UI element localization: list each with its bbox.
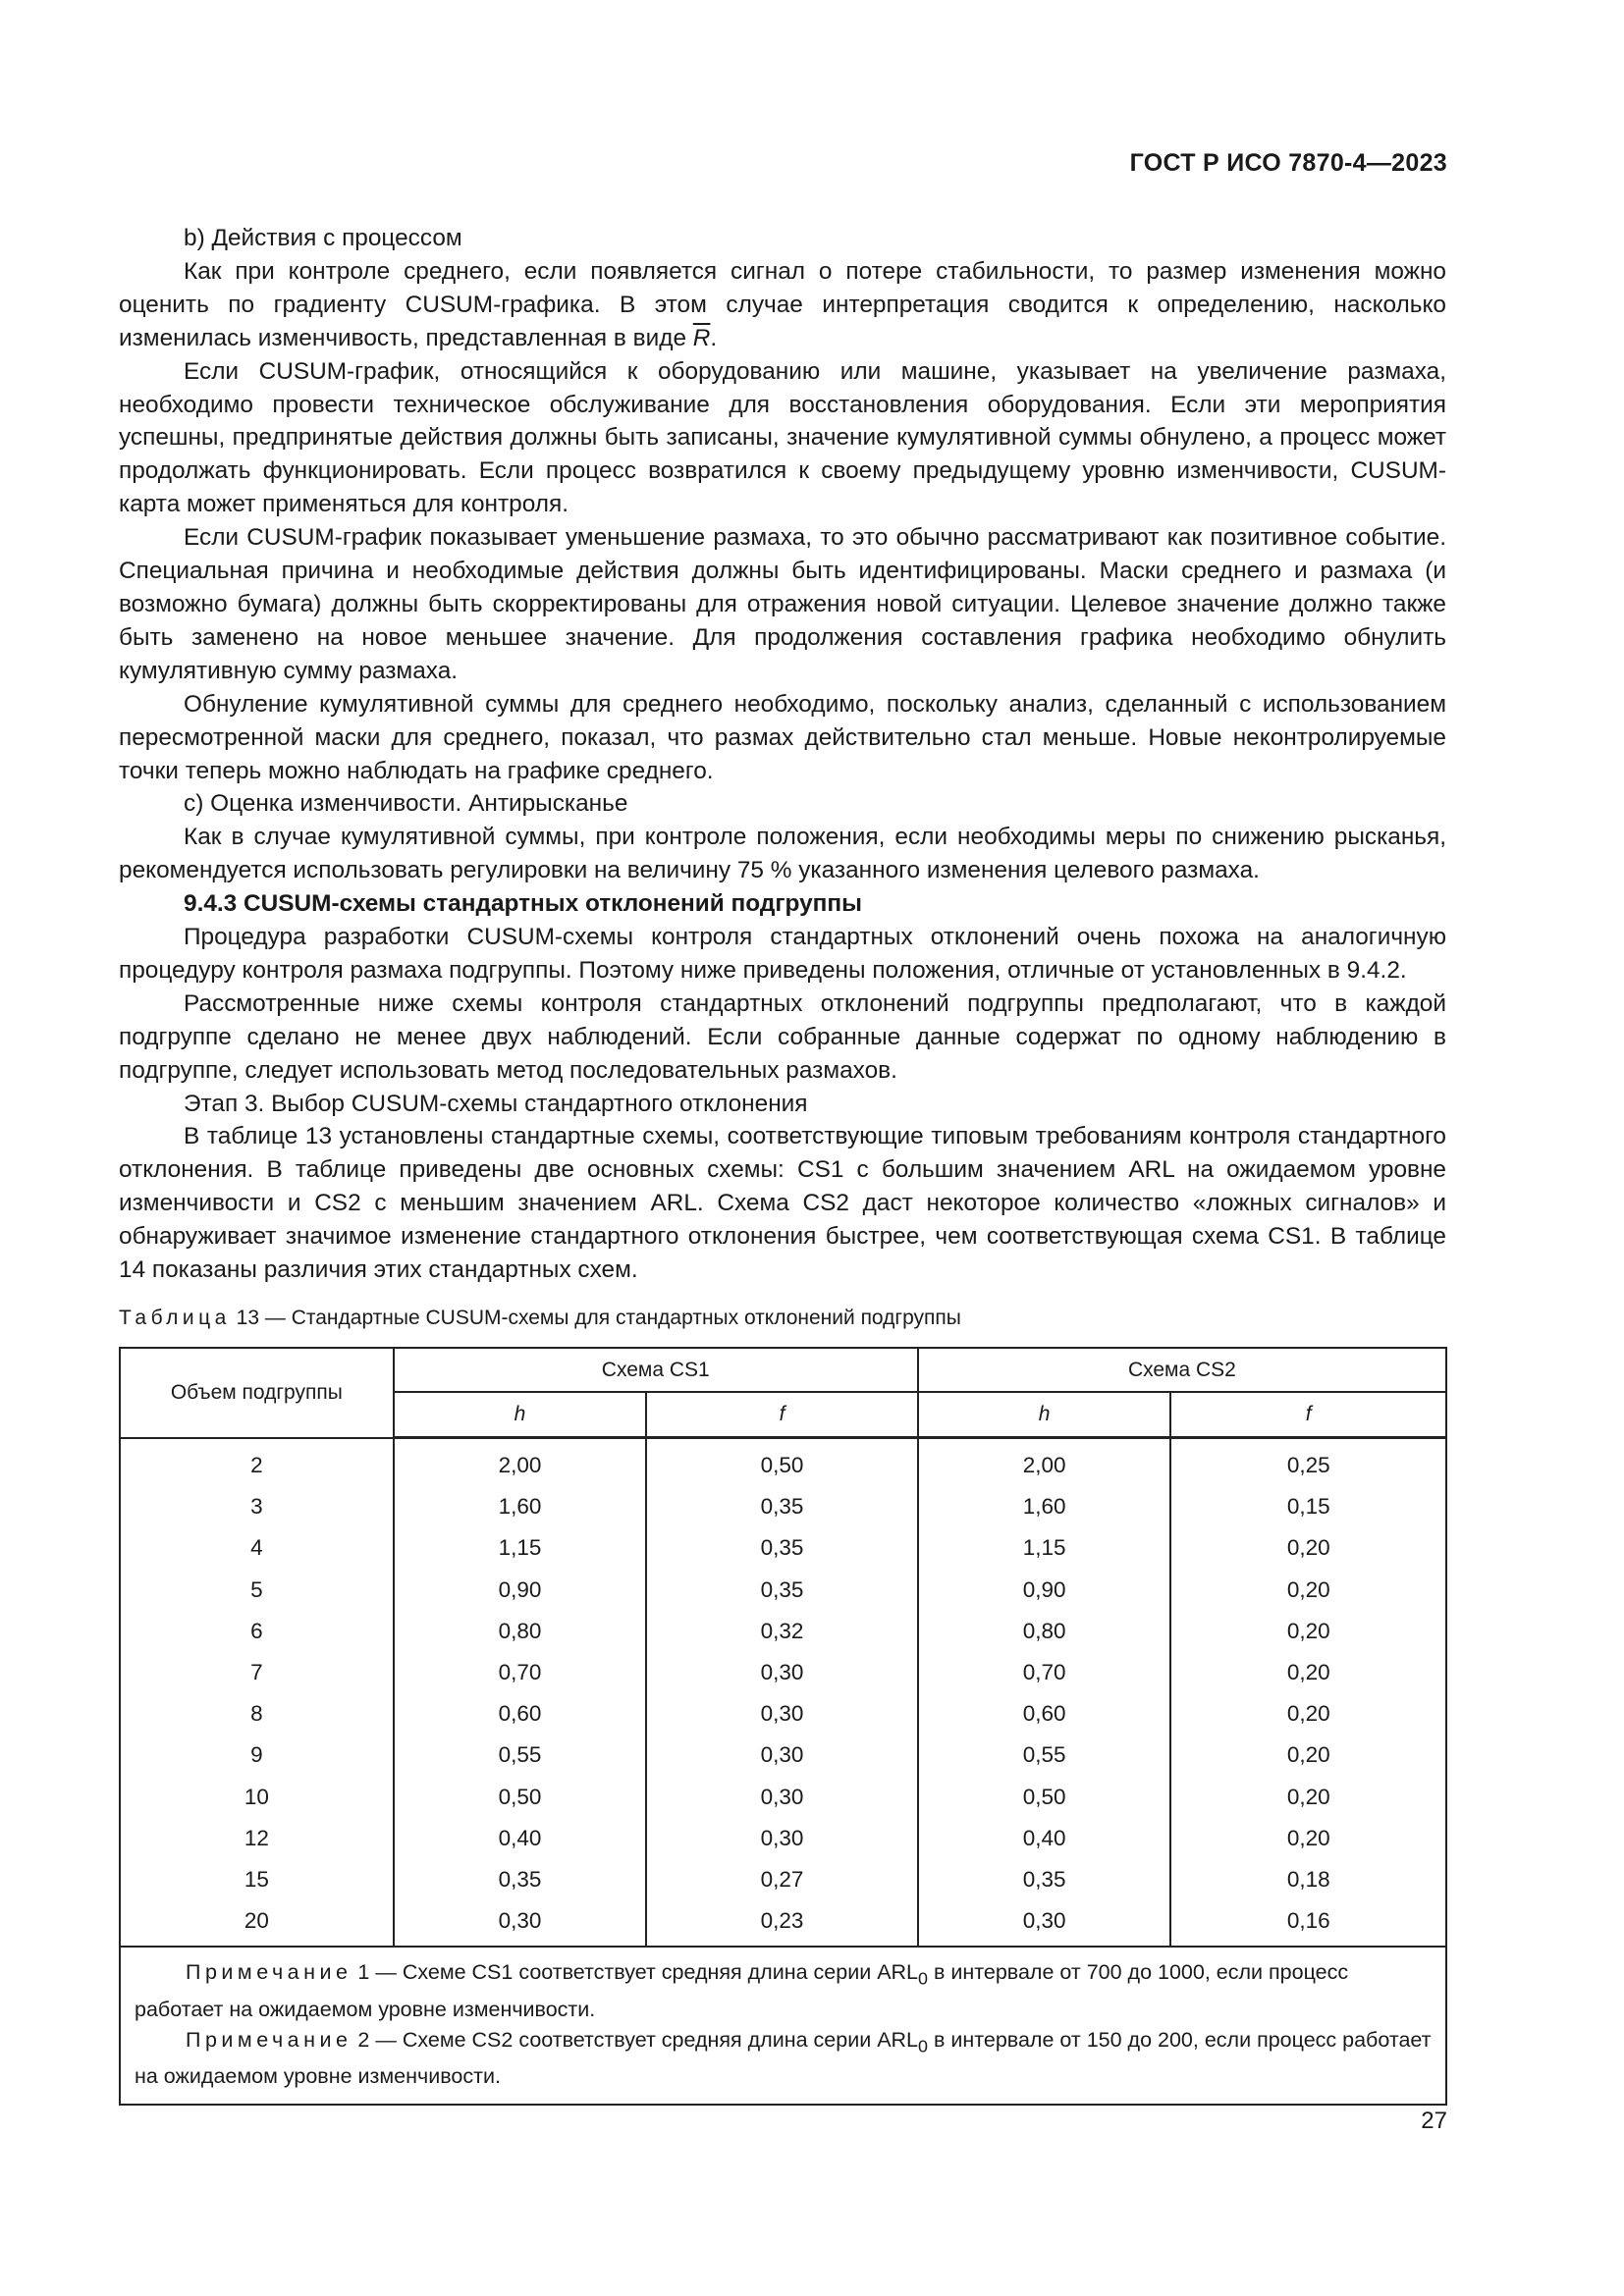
col-header-h: h — [918, 1392, 1171, 1438]
table-cell: 8 — [120, 1693, 394, 1735]
table-cell: 0,50 — [918, 1777, 1171, 1818]
table-row — [120, 1777, 1446, 1818]
table-cell: 0,27 — [646, 1859, 918, 1900]
col-header-h: h — [394, 1392, 647, 1438]
table-cell: 0,35 — [646, 1486, 918, 1527]
table-cell: 0,15 — [1170, 1486, 1446, 1527]
table-cell: 0,55 — [918, 1735, 1171, 1776]
table-cell: 0,23 — [646, 1900, 918, 1947]
table-note: Примечание 2 — Схеме CS2 соответствует средняя длина серии $ARL_0$ в интервале от 150 до 200, если процесс работает на ожидаемом уровне изменчивости. — [135, 2027, 1432, 2088]
table-cell: 0,32 — [646, 1611, 918, 1652]
paragraph: Обнуление кумулятивной суммы для среднего необходимо, поскольку анализ, сделанный с использованием пересмотренной маски для среднего, показал, что размах действительно стал меньше. Новые неконтролируемые точки теперь можно наблюдать на графике среднего. — [119, 690, 1446, 784]
paragraph: Если CUSUM-график, относящийся к оборудованию или машине, указывает на увеличение размаха, необходимо провести техническое обслуживание для восстановления оборудования. Если эти мероприятия успешны, предпринятые действия должны быть записаны, значение кумулятивной суммы обнулено, а процесс может продолжать функционировать. Если процесс возвратился к своему предыдущему уровню изменчивости, CUSUM-карта может применяться для контроля. — [119, 357, 1446, 518]
table-cell: 0,60 — [918, 1693, 1171, 1735]
table-cell: 0,20 — [1170, 1818, 1446, 1859]
table-row — [120, 1570, 1446, 1611]
table-row — [120, 1859, 1446, 1900]
table-cell: 0,80 — [394, 1611, 647, 1652]
table-cell: 0,60 — [394, 1693, 647, 1735]
col-header-f: f — [646, 1392, 918, 1438]
table-cell: 0,50 — [394, 1777, 647, 1818]
table-cell: 0,35 — [646, 1570, 918, 1611]
table-row — [120, 1652, 1446, 1693]
table-cell: 0,20 — [1170, 1570, 1446, 1611]
paragraph: Рассмотренные ниже схемы контроля стандартных отклонений подгруппы предполагают, что в каждой подгруппе сделано не менее двух наблюдений. Если собранные данные содержат по одному наблюдению в подгруппе, следует использовать метод последовательных размахов. — [119, 989, 1446, 1084]
table-cell: 0,90 — [394, 1570, 647, 1611]
table-cell: 0,35 — [646, 1527, 918, 1569]
col-header-cs1: Схема CS1 — [394, 1348, 918, 1392]
col-header-f: f — [1170, 1392, 1446, 1438]
table-cell: 0,30 — [394, 1900, 647, 1947]
document-header: ГОСТ Р ИСО 7870-4—2023 — [1129, 149, 1447, 177]
table-row — [120, 1693, 1446, 1735]
table-cell: 0,70 — [918, 1652, 1171, 1693]
table-row — [120, 1438, 1446, 1487]
table-cell: 0,20 — [1170, 1611, 1446, 1652]
table-cell: 1,60 — [394, 1486, 647, 1527]
paragraph: Процедура разработки CUSUM-схемы контроля стандартных отклонений очень похожа на аналогичную процедуру контроля размаха подгруппы. Поэтому ниже приведены положения, отличные от установленных в 9.4.2. — [119, 924, 1446, 984]
paragraph: Как при контроле среднего, если появляется сигнал о потере стабильности, то размер изменения можно оценить по градиенту CUSUM-графика. В этом случае интерпретация сводится к определению, насколько изменилась изменчивость, представленная в виде $\overline{R}$. — [119, 257, 1446, 351]
table-cell: 0,25 — [1170, 1438, 1446, 1487]
table-cell: 0,50 — [646, 1438, 918, 1487]
table-cell: 0,90 — [918, 1570, 1171, 1611]
table-cell: 0,80 — [918, 1611, 1171, 1652]
table-cell: 0,20 — [1170, 1735, 1446, 1776]
cusum-table — [119, 1347, 1447, 2106]
table-notes — [120, 1947, 1446, 2105]
table-cell: 1,15 — [918, 1527, 1171, 1569]
table-cell: 0,35 — [918, 1859, 1171, 1900]
table-cell: 0,40 — [394, 1818, 647, 1859]
table-cell: 12 — [120, 1818, 394, 1859]
table-cell: 10 — [120, 1777, 394, 1818]
table-cell: 0,20 — [1170, 1693, 1446, 1735]
table-cell: 0,20 — [1170, 1652, 1446, 1693]
table-row — [120, 1818, 1446, 1859]
table-cell: 0,30 — [646, 1735, 918, 1776]
table-cell: 2,00 — [394, 1438, 647, 1487]
table-cell: 0,30 — [646, 1777, 918, 1818]
table-cell: 0,70 — [394, 1652, 647, 1693]
table-cell: 2,00 — [918, 1438, 1171, 1487]
table-cell: 20 — [120, 1900, 394, 1947]
paragraph: b) Действия с процессом — [184, 225, 462, 251]
table-note: Примечание 1 — Схеме CS1 соответствует средняя длина серии $ARL_0$ в интервале от 700 до 1000, если процесс работает на ожидаемом уровне изменчивости. — [135, 1960, 1349, 2021]
table-cell: 2 — [120, 1438, 394, 1487]
table-cell: 1,60 — [918, 1486, 1171, 1527]
r-bar-symbol: $\overline{R}$ — [692, 324, 711, 351]
paragraph: Как в случае кумулятивной суммы, при контроле положения, если необходимы меры по снижению рысканья, рекомендуется использовать регулировки на величину 75 % указанного изменения целевого размаха. — [119, 824, 1446, 884]
table-row — [120, 1900, 1446, 1947]
col-header-cs2: Схема CS2 — [918, 1348, 1446, 1392]
paragraph: Этап 3. Выбор CUSUM-схемы стандартного отклонения — [184, 1090, 808, 1117]
table-cell: 9 — [120, 1735, 394, 1776]
table-cell: 15 — [120, 1859, 394, 1900]
table-cell: 0,20 — [1170, 1527, 1446, 1569]
col-header-subgroup: Объем подгруппы — [120, 1348, 394, 1438]
paragraph: Если CUSUM-график показывает уменьшение размаха, то это обычно рассматривают как позитивное событие. Специальная причина и необходимые действия должны быть идентифицированы. Маски среднего и размаха (и возможно бумага) должны быть скорректированы для отражения новой ситуации. Целевое значение должно также быть заменено на новое меньшее значение. Для продолжения составления графика необходимо обнулить кумулятивную сумму размаха. — [119, 524, 1446, 684]
table-cell: 7 — [120, 1652, 394, 1693]
table-cell: 0,30 — [918, 1900, 1171, 1947]
table-cell: 5 — [120, 1570, 394, 1611]
table-cell: 0,30 — [646, 1652, 918, 1693]
table-cell: 1,15 — [394, 1527, 647, 1569]
body-text — [119, 222, 1446, 1287]
section-heading: 9.4.3 CUSUM-схемы стандартных отклонений подгруппы — [184, 890, 862, 918]
table-cell: 0,35 — [394, 1859, 647, 1900]
table-caption: Таблица 13 — Стандартные CUSUM-схемы для стандартных отклонений подгруппы — [119, 1307, 961, 1329]
table-cell: 6 — [120, 1611, 394, 1652]
paragraph: c) Оценка изменчивости. Антирысканье — [184, 790, 628, 818]
paragraph: В таблице 13 установлены стандартные схемы, соответствующие типовым требованиям контроля стандартного отклонения. В таблице приведены две основных схемы: CS1 с большим значением ARL на ожидаемом уровне изменчивости и CS2 с меньшим значением ARL. Схема CS2 даст некоторое количество «ложных сигналов» и обнаруживает значимое изменение стандартного отклонения быстрее, чем соответствующая схема CS1. В таблице 14 показаны различия этих стандартных схем. — [119, 1123, 1446, 1284]
table-row — [120, 1611, 1446, 1652]
table-cell: 0,40 — [918, 1818, 1171, 1859]
table-row — [120, 1735, 1446, 1776]
table-cell: 0,18 — [1170, 1859, 1446, 1900]
table-row — [120, 1527, 1446, 1569]
table-cell: 4 — [120, 1527, 394, 1569]
table-row — [120, 1486, 1446, 1527]
table-cell: 0,16 — [1170, 1900, 1446, 1947]
table-cell: 0,30 — [646, 1693, 918, 1735]
table-cell: 3 — [120, 1486, 394, 1527]
table-cell: 0,30 — [646, 1818, 918, 1859]
table-cell: 0,55 — [394, 1735, 647, 1776]
page-number: 27 — [1421, 2108, 1447, 2134]
table-cell: 0,20 — [1170, 1777, 1446, 1818]
